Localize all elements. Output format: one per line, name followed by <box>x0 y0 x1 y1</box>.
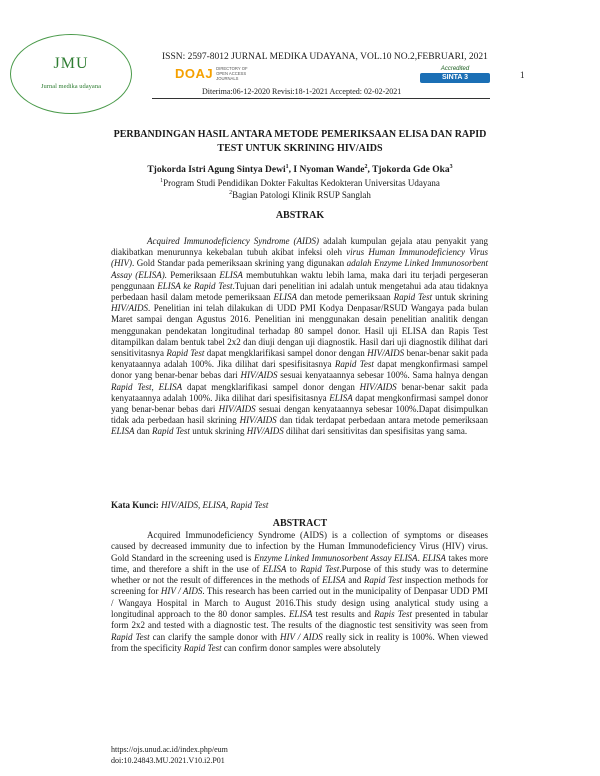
affiliation-2 <box>100 190 500 200</box>
paper-title: PERBANDINGAN HASIL ANTARA METODE PEMERIKSAAN ELISA DAN RAPID TEST UNTUK SKRINING HIV/AIDS <box>113 129 487 154</box>
text-segment: dapat mengklarifikasi sampel donor dengan <box>204 348 368 359</box>
text-segment: Rapid Test <box>393 292 433 303</box>
text-segment: ELISA <box>111 426 135 437</box>
text-segment: membutuhkan waktu lebih lama, maka dari itu terjadi pergeseran penggunaan <box>111 269 488 291</box>
author-2-sup: 2 <box>364 164 368 170</box>
text-segment: Acquired Immunodeficiency Syndrome (AIDS) <box>147 236 320 246</box>
text-segment: Rapid Test <box>183 642 222 653</box>
author-3-sup: 3 <box>449 164 453 170</box>
text-segment: virus Human Immunodeficiency Virus (HIV) <box>111 247 489 269</box>
text-segment: Rapis Test <box>374 609 412 620</box>
text-segment: untuk skrining <box>432 292 489 303</box>
text-segment: Pemeriksaan <box>166 269 220 280</box>
text-segment: dapat mengkonfirmasi sampel donor yang benar-benar bebas dari <box>111 392 489 415</box>
text-segment: Acquired Immunodeficiency Syndrome (AIDS) is a collection of symptoms or diseases caused by decreased immunity due to infection by the Human Immunodeficiency Virus (HIV) virus. Gold Standard in the screening used is <box>111 530 488 563</box>
text-segment: HIV/AIDS <box>246 426 284 437</box>
abstract-paragraph <box>111 530 488 654</box>
text-segment: sesuai dengan kenyataannya sebesar 100%.Dapat disimpulkan tidak ada perbedaan hasil skrining <box>111 404 488 426</box>
text-segment: untuk skrining <box>189 426 247 437</box>
affiliation-2-text: Bagian Patologi Klinik RSUP Sanglah <box>232 190 371 200</box>
author-1: Tjokorda Istri Agung Sintya Dewi <box>147 165 286 175</box>
abstrak-heading: ABSTRAK <box>275 210 325 221</box>
sinta-badge <box>420 66 490 86</box>
text-segment: test results and <box>312 609 375 620</box>
sinta-accredited-label: Accredited <box>440 66 470 72</box>
affiliation-2-sup: 2 <box>229 190 233 196</box>
text-segment: Rapid Test <box>363 575 403 586</box>
text-segment: adalah kumpulan gejala atau penyakit yang diakibatkan menurunnya kekebalan tubuh akibat infeksi oleh <box>111 236 488 258</box>
text-segment: dapat mengklarifikasi sampel donor dengan <box>182 381 360 392</box>
text-segment: . Penelitian ini telah dilakukan di UDD PMI Kodya Denpasar/RSUD Wangaya pada bulan Maret sampai dengan Agustus 2016. Penelitian ini menggunakan desain penelitian analitik dengan menggunakan pendekatan longitudinal terhadap 80 sampel donor. Hasil uji ELISA dan Rapis Test ditampilkan dalam bentuk tabel 2x2 dan diuji dengan uji diagnostik. Hasil dari uji diagnostik dilihat dari sensitivitasnya <box>111 303 488 359</box>
text-segment: adalah Enzyme Linked Immunosorbent Assay (ELISA). <box>111 258 488 280</box>
text-segment: ELISA <box>219 269 243 280</box>
abstract-heading: ABSTRACT <box>272 518 328 529</box>
header-divider <box>152 98 490 99</box>
text-segment: HIV/AIDS <box>239 415 277 426</box>
text-segment: and <box>345 575 364 586</box>
text-segment: inspection methods for screening for <box>111 575 488 597</box>
keywords-line <box>111 500 268 510</box>
doi: doi:10.24843.MU.2021.V10.i2.P01 <box>111 756 225 765</box>
text-segment: benar-benar sakit pada kenyataannya adalah 100%. Jika dilihat dari spesifisitasnya <box>111 348 488 370</box>
journal-url: https://ojs.unud.ac.id/index.php/eum <box>111 745 228 754</box>
text-segment: Enzyme Linked Immunosorbent Assay ELISA <box>253 552 418 563</box>
text-segment: ELISA <box>288 609 313 620</box>
text-segment: HIV/AIDS <box>359 381 397 392</box>
text-segment: HIV/AIDS <box>367 348 405 359</box>
journal-logo <box>10 34 132 114</box>
text-segment: Rapid Test <box>166 348 205 359</box>
keywords-label: Kata Kunci: <box>111 500 159 510</box>
text-segment: ELISA <box>322 575 346 586</box>
page-number: 1 <box>520 70 525 80</box>
keywords-value: HIV/AIDS, ELISA, Rapid Test <box>158 500 269 510</box>
text-segment: to <box>286 563 301 574</box>
text-segment: dilihat dari sensitivitas dan spesifisitas yang sama. <box>283 426 468 437</box>
submission-dates: Diterima:06-12-2020 Revisi:18-1-2021 Accepted: 02-02-2021 <box>202 87 402 96</box>
text-segment: can clarify the sample donor with <box>149 631 280 642</box>
text-segment: ELISA <box>262 563 287 574</box>
abstrak-paragraph <box>111 236 488 438</box>
text-segment: . Gold Standar pada pemeriksaan skrining yang digunakan <box>132 258 347 269</box>
text-segment: HIV / AIDS <box>160 586 203 597</box>
author-3: , Tjokorda Gde Oka <box>367 165 450 175</box>
affiliation-1-sup: 1 <box>160 178 164 184</box>
text-segment: .Tujuan dari penelitian ini adalah untuk mengetahui ada atau tidaknya perbedaan hasil dalam metode pemeriksaan <box>111 280 488 303</box>
text-segment: benar-benar sakit pada kenyataannya adalah 100%. Jika dilihat dari spesifisitasnya <box>111 381 488 403</box>
text-segment: . <box>417 552 423 563</box>
text-segment: HIV/AIDS <box>218 404 256 415</box>
text-segment: HIV/AIDS <box>240 370 278 381</box>
text-segment: takes more time, and therefore a shift in the use of <box>111 552 489 574</box>
logo-title: JMU <box>53 55 89 72</box>
text-segment: . This research has been carried out in the municipality of Denpasar UDD PMI / Wangaya Hospital in March to August 2016.This study design using analytical study using a longitudinal approach to the 80 donor samples. <box>111 586 488 620</box>
text-segment: dan metode pemeriksaan <box>296 292 394 303</box>
text-segment: dan tidak terdapat perbedaan antara metode pemeriksaan <box>276 415 488 426</box>
text-segment: can confirm donor samples were absolutely <box>221 642 381 653</box>
text-segment: ELISA <box>273 292 297 303</box>
doaj-mark: DOAJ <box>175 65 214 81</box>
author-2: , I Nyoman Wande <box>288 165 365 175</box>
text-segment: .Purpose of this study was to determine whether or not the result of differences in the methods of <box>111 563 488 586</box>
author-1-sup: 1 <box>285 164 289 170</box>
text-segment: dapat mengkonfirmasi sampel donor yang benar-benar bebas dari <box>111 359 488 381</box>
affiliation-1-text: Program Studi Pendidikan Dokter Fakultas Kedokteran Universitas Udayana <box>163 178 440 188</box>
text-segment: ELISA <box>329 392 353 403</box>
text-segment: ELISA ke Rapid Test <box>157 280 233 291</box>
text-segment: Rapid Test <box>111 631 150 642</box>
doaj-text: DIRECTORY OF OPEN ACCESS JOURNALS <box>216 65 248 81</box>
text-segment: HIV/AIDS <box>111 303 148 314</box>
affiliation-1 <box>100 178 500 188</box>
text-segment: Rapid Test <box>334 359 374 370</box>
text-segment: really sick in reality is 100%. When viewed from the specificity <box>111 631 488 653</box>
issn-journal-line: ISSN: 2597-8012 JURNAL MEDIKA UDAYANA, VOL.10 NO.2,FEBRUARI, 2021 <box>162 52 488 62</box>
text-segment: Rapid Test <box>300 563 340 574</box>
authors-line <box>100 165 500 175</box>
sinta-label: SINTA 3 <box>420 73 490 83</box>
text-segment: presented in tabular form 2x2 and tested with a diagnostic test. The results of the diagnostic test sensitivity was seen from <box>111 609 488 631</box>
text-segment: sesuai kenyataannya sebesar 100%. Sama halnya dengan <box>277 370 488 381</box>
text-segment: HIV / AIDS <box>279 631 323 642</box>
text-segment: Rapid Test, ELISA <box>111 381 183 392</box>
logo-subtitle: Jurnal medika udayana <box>41 83 101 90</box>
text-segment: Rapid Test <box>152 426 190 437</box>
text-segment: dan <box>134 426 152 437</box>
doaj-logo <box>175 64 260 82</box>
text-segment: ELISA <box>422 552 446 563</box>
